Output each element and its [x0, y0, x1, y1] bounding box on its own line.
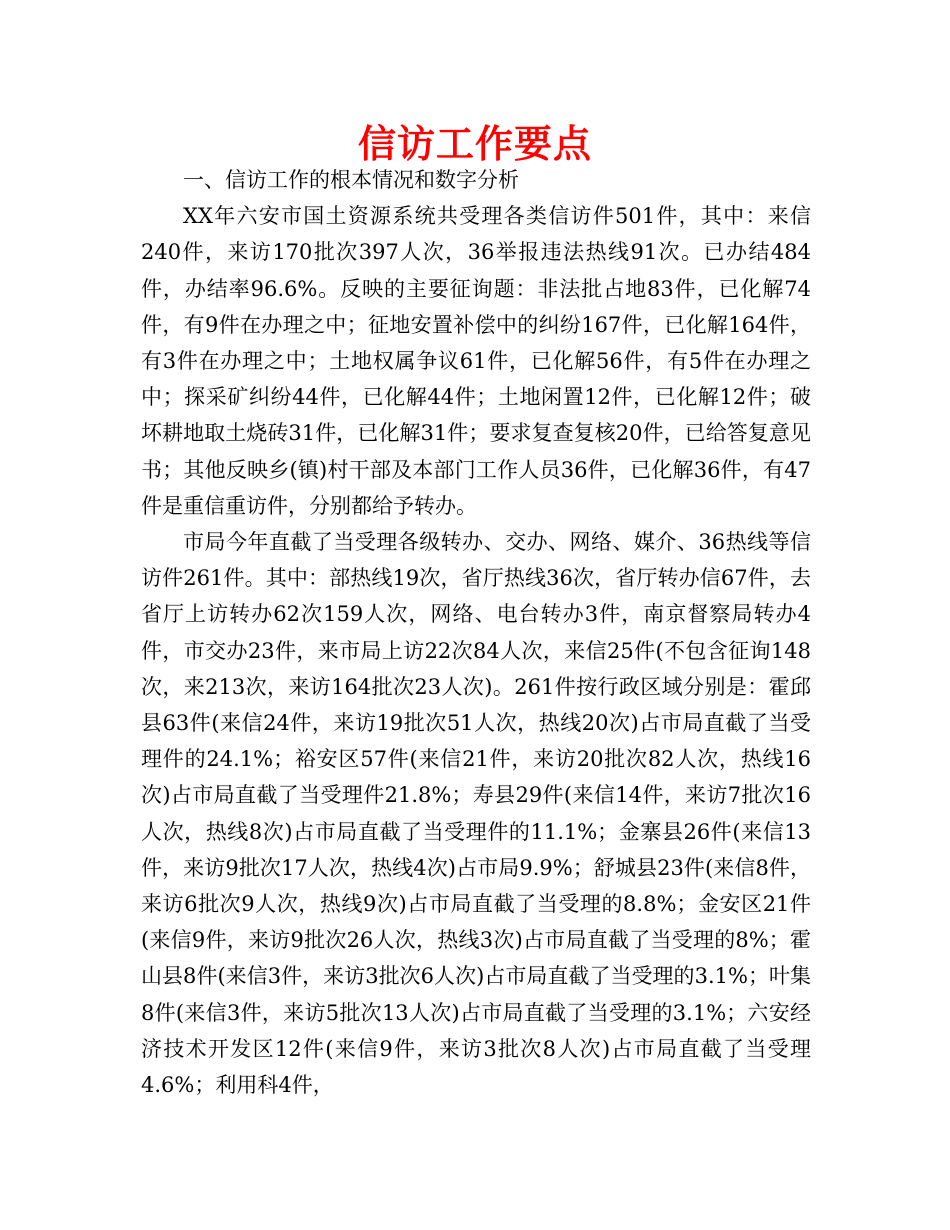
paragraph-1: XX年六安市国土资源系统共受理各类信访件501件，其中：来信240件，来访170批次397人次，36举报违法热线91次。已办结484件，办结率96.6%。反映的主要征询题：非法批占地83件，已化解74件，有9件在办理之中；征地安置补偿中的纠纷167件，已化解164件，有3件在办理之中；土地权属争议61件，已化解56件，有5件在办理之中；探采矿纠纷44件，已化解44件；土地闲置12件，已化解12件；破坏耕地取土烧砖31件，已化解31件；要求复查复核20件，已给答复意见书；其他反映乡(镇)村干部及本部门工作人员36件，已化解36件，有47件是重信重访件，分别都给予转办。: [141, 204, 811, 518]
document-body: [141, 162, 811, 1103]
document-title: 信访工作要点: [357, 122, 592, 166]
paragraph-2: 市局今年直截了当受理各级转办、交办、网络、媒介、36热线等信访件261件。其中：部热线19次，省厅热线36次，省厅转办信67件，去省厅上访转办62次159人次，网络、电台转办3件，南京督察局转办4件，市交办23件，来市局上访22次84人次，来信25件(不包含征询148次，来213次，来访164批次23人次)。261件按行政区域分别是：霍邱县63件(来信24件，来访19批次51人次，热线20次)占市局直截了当受理件的24.1%；裕安区57件(来信21件，来访20批次82人次，热线16次)占市局直截了当受理件21.8%；寿县29件(来信14件，来访7批次16人次，热线8次)占市局直截了当受理件的11.1%；金寨县26件(来信13件，来访9批次17人次，热线4次)占市局9.9%；舒城县23件(来信8件，来访6批次9人次，热线9次)占市局直截了当受理的8.8%；金安区21件(来信9件，来访9批次26人次，热线3次)占市局直截了当受理的8%；霍山县8件(来信3件，来访3批次6人次)占市局直截了当受理的3.1%；叶集8件(来信3件，来访5批次13人次)占市局直截了当受理的3.1%；六安经济技术开发区12件(来信9件，来访3批次8人次)占市局直截了当受理4.6%；利用科4件，: [141, 530, 811, 1098]
section-heading: 一、信访工作的根本情况和数字分析: [183, 168, 519, 192]
